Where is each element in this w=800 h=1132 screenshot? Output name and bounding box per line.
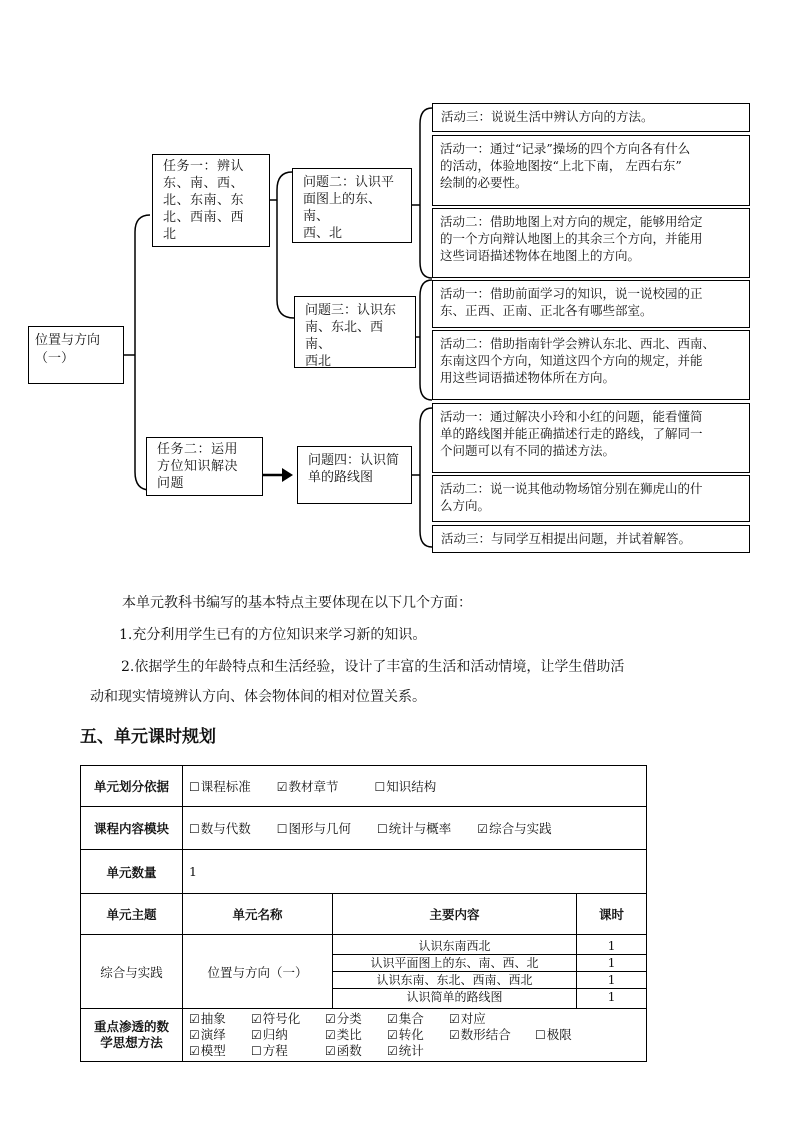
checkbox-icon: ☐ — [189, 780, 200, 794]
checkbox-option[interactable]: ☑统计 — [387, 1043, 424, 1058]
table-row — [81, 935, 647, 1009]
checkbox-icon: ☑ — [189, 1012, 200, 1026]
row-label: 单元数量 — [81, 850, 183, 894]
checkbox-icon: ☑ — [325, 1028, 336, 1042]
checkbox-option[interactable]: ☑综合与实践 — [477, 821, 552, 836]
checkbox-option[interactable]: ☑符号化 — [251, 1011, 301, 1026]
checkbox-icon: ☐ — [276, 822, 288, 836]
task-node-1: 任务一：辨认 东、南、西、 北、东南、东 北、西南、西 北 — [152, 154, 270, 247]
unit-contents — [333, 935, 577, 1009]
column-header-hours: 课时 — [577, 894, 647, 935]
row-label: 重点渗透的数 学思想方法 — [81, 1009, 183, 1062]
checkbox-option[interactable]: ☑集合 — [387, 1011, 424, 1026]
table-row — [81, 807, 647, 850]
checkbox-option[interactable]: ☑转化 — [387, 1027, 424, 1042]
checkbox-icon: ☐ — [251, 1044, 262, 1058]
checkbox-icon: ☐ — [374, 780, 386, 794]
hours-item: 1 — [577, 938, 646, 955]
checkbox-option — [535, 1011, 595, 1027]
ideas-grid — [189, 1010, 640, 1060]
activity-node: 活动二：说一说其他动物场馆分别在狮虎山的什 么方向。 — [432, 475, 750, 522]
checkbox-icon: ☑ — [477, 822, 489, 836]
lesson-plan-table — [80, 765, 647, 1062]
unit-hours — [577, 935, 647, 1009]
activity-node: 活动一：借助前面学习的知识，说一说校园的正 东、正西、正南、正北各有哪些部室。 — [432, 280, 750, 328]
question-node-4: 问题四：认识简 单的路线图 — [297, 446, 412, 504]
activity-node: 活动三：说说生活中辨认方向的方法。 — [432, 103, 750, 132]
checkbox-option[interactable]: ☑归纳 — [251, 1027, 288, 1042]
table-row — [81, 1009, 647, 1062]
hours-item: 1 — [607, 990, 616, 1004]
checkbox-icon: ☐ — [189, 822, 200, 836]
task-node-2: 任务二：运用 方位知识解决 问题 — [146, 437, 263, 496]
checkbox-icon: ☑ — [325, 1044, 336, 1058]
unit-theme: 综合与实践 — [81, 935, 183, 1009]
checkbox-option[interactable]: ☐极限 — [535, 1027, 572, 1042]
point-2-line-2: 动和现实情境辨认方向、体会物体间的相对位置关系。 — [90, 689, 426, 705]
checkbox-icon: ☑ — [449, 1028, 460, 1042]
hours-item: 1 — [577, 955, 646, 972]
content-item: 认识东南、东北、西南、西北 — [333, 972, 576, 989]
checkbox-icon: ☐ — [377, 822, 388, 836]
checkbox-option[interactable]: ☑教材章节 — [276, 779, 339, 794]
checkbox-icon: ☑ — [387, 1028, 398, 1042]
activity-node: 活动一：通过解决小玲和小红的问题，能看懂简 单的路线图并能正确描述行走的路线，了解同一 个问题可以有不同的描述方法。 — [432, 403, 750, 473]
checkbox-option[interactable]: ☑演绎 — [189, 1027, 226, 1042]
checkbox-icon: ☑ — [189, 1044, 200, 1058]
activity-node: 活动二：借助指南针学会辨认东北、西北、西南、 东南这四个方向，知道这四个方向的规定，并能 用这些词语描述物体所在方向。 — [432, 330, 750, 400]
checkbox-icon: ☑ — [189, 1028, 200, 1042]
checkbox-option[interactable]: ☑数形结合 — [449, 1027, 511, 1042]
column-header-theme: 单元主题 — [81, 894, 183, 935]
intro-paragraph: 本单元教科书编写的基本特点主要体现在以下几个方面： — [122, 595, 472, 611]
checkbox-option[interactable]: ☐课程标准 — [189, 779, 251, 794]
arrow-icon — [262, 468, 293, 482]
checkbox-option[interactable]: ☑分类 — [325, 1011, 362, 1026]
checkbox-option[interactable]: ☐知识结构 — [374, 779, 437, 794]
checkbox-option[interactable]: ☐统计与概率 — [377, 821, 452, 836]
checkbox-icon: ☑ — [251, 1012, 262, 1026]
row-label: 课程内容模块 — [81, 807, 183, 850]
checkbox-option[interactable]: ☑类比 — [325, 1027, 362, 1042]
module-options — [183, 807, 647, 850]
content-item: 认识简单的路线图 — [406, 990, 503, 1004]
hours-item: 1 — [577, 972, 646, 989]
unit-name: 位置与方向（一） — [183, 935, 333, 1009]
table-row — [81, 850, 647, 894]
question-node-2: 问题二：认识平 面图上的东、南、 西、北 — [292, 168, 412, 243]
checkbox-icon: ☑ — [387, 1044, 398, 1058]
point-1: 1.充分利用学生已有的方位知识来学习新的知识。 — [119, 627, 427, 643]
checkbox-icon: ☑ — [387, 1012, 398, 1026]
content-item: 认识平面图上的东、南、西、北 — [333, 955, 576, 972]
table-row — [81, 766, 647, 807]
checkbox-option[interactable]: ☑模型 — [189, 1043, 226, 1058]
column-header-content: 主要内容 — [333, 894, 577, 935]
activity-node: 活动二：借助地图上对方向的规定，能够用给定 的一个方向辩认地图上的其余三个方向，并能用 这些词语描述物体在地图上的方向。 — [432, 208, 750, 278]
checkbox-option[interactable]: ☑函数 — [325, 1043, 362, 1058]
checkbox-icon: ☑ — [251, 1028, 262, 1042]
section-heading: 五、单元课时规划 — [80, 727, 216, 747]
checkbox-icon: ☑ — [325, 1012, 336, 1026]
checkbox-option[interactable]: ☐数与代数 — [189, 821, 251, 836]
table-header-row — [81, 894, 647, 935]
checkbox-icon: ☐ — [535, 1028, 546, 1042]
checkbox-icon: ☑ — [276, 780, 288, 794]
root-node: 位置与方向 （一） — [28, 326, 124, 384]
column-header-name: 单元名称 — [183, 894, 333, 935]
unit-count-value: 1 — [183, 850, 647, 894]
content-item: 认识东南西北 — [333, 938, 576, 955]
activity-node: 活动一：通过“记录”操场的四个方向各有什么 的活动，体验地图按“上北下南， 左西右东” 绘制的必要性。 — [432, 135, 750, 206]
ideas-options — [183, 1009, 647, 1062]
question-node-3: 问题三：认识东 南、东北、西南、 西北 — [294, 296, 416, 368]
checkbox-option[interactable]: ☐方程 — [251, 1043, 288, 1058]
point-2-line-1: 2.依据学生的年龄特点和生活经验，设计了丰富的生活和活动情境，让学生借助活 — [121, 659, 625, 675]
basis-options — [183, 766, 647, 807]
checkbox-option[interactable]: ☑对应 — [449, 1011, 486, 1026]
activity-node: 活动三：与同学互相提出问题，并试着解答。 — [432, 525, 750, 553]
checkbox-option[interactable]: ☑抽象 — [189, 1011, 226, 1026]
checkbox-option[interactable]: ☐图形与几何 — [276, 821, 352, 836]
checkbox-icon: ☑ — [449, 1012, 460, 1026]
row-label: 单元划分依据 — [81, 766, 183, 807]
